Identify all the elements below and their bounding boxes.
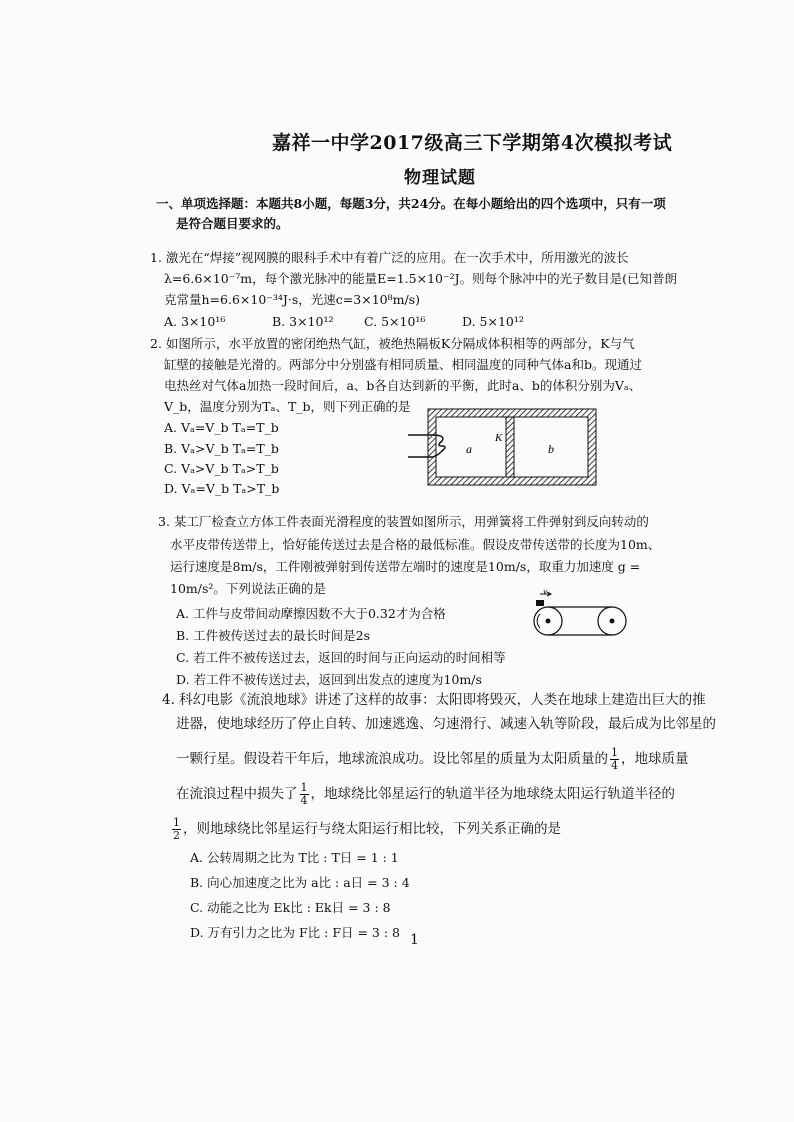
q3-option-d: D. 若工件不被传送过去，返回到出发点的速度为10m/s [176, 672, 482, 687]
q2-line4: V_b，温度分别为Tₐ、T_b，则下列正确的是 [164, 399, 411, 414]
q3-line3: 运行速度是8m/s，工件刚被弹射到传送带左端时的速度是10m/s，取重力加速度 g = [170, 559, 641, 574]
fraction-one-quarter-2: $\frac{1}{4}$ [300, 781, 308, 807]
section-heading-line1: 一、单项选择题：本题共8小题，每题3分，共24分。在每小题给出的四个选项中，只有一项 [156, 196, 666, 211]
q4-option-b: B. 向心加速度之比为 a比 : a日 = 3 : 4 [190, 875, 410, 890]
q4-line5-post: ，则地球绕比邻星运行与绕太阳运行相比较，下列关系正确的是 [183, 821, 561, 837]
q4-line2: 进器，使地球经历了停止自转、加速逃逸、匀速滑行、减速入轨等阶段，最后成为比邻星的 [176, 716, 716, 732]
q1-line3: 克常量h=6.6×10⁻³⁴J·s，光速c=3×10⁸m/s) [164, 292, 420, 307]
q3-line2: 水平皮带传送带上，恰好能传送过去是合格的最低标准。假设皮带传送带的长度为10m、 [170, 537, 661, 552]
q4-line3 [176, 747, 689, 772]
fraction-one-half: $\frac{1}{2}$ [173, 816, 180, 842]
q1-line2: λ=6.6×10⁻⁷m，每个激光脉冲的能量E=1.5×10⁻²J。则每个脉冲中的光子数目是(已知普朗 [164, 271, 677, 286]
q4-line5 [170, 817, 561, 842]
q1-line1: 1. 激光在“焊接”视网膜的眼科手术中有着广泛的应用。在一次手术中，所用激光的波长 [150, 250, 629, 265]
q4-line1: 4. 科幻电影《流浪地球》讲述了这样的故事：太阳即将毁灭，人类在地球上建造出巨大的推 [162, 692, 706, 708]
q4-line3-pre: 一颗行星。假设若干年后，地球流浪成功。设比邻星的质量为太阳质量的 [176, 751, 608, 767]
q4-line4-pre: 在流浪过程中损失了 [176, 786, 298, 802]
cylinder-figure [400, 405, 600, 487]
conveyor-figure [520, 590, 630, 640]
q3-option-b: B. 工件被传送过去的最长时间是2s [176, 628, 371, 643]
exam-subtitle: 物理试题 [404, 168, 476, 188]
q1-option-a: A. 3×10¹⁶ [164, 314, 226, 329]
q2-option-c: C. Vₐ>V_b Tₐ>T_b [164, 461, 279, 476]
q3-option-a: A. 工件与皮带间动摩擦因数不大于0.32才为合格 [176, 606, 446, 621]
label-a: a [466, 442, 472, 456]
label-k: K [495, 432, 503, 444]
q4-line3-post: ，地球质量 [621, 751, 689, 767]
q3-option-c: C. 若工件不被传送过去，返回的时间与正向运动的时间相等 [176, 650, 506, 665]
q3-line4: 10m/s²。下列说法正确的是 [170, 581, 326, 596]
partition-k [506, 417, 514, 477]
q1-option-b: B. 3×10¹² [272, 314, 334, 329]
velocity-label: v [543, 590, 547, 596]
page-number: 1 [410, 932, 419, 948]
q1-option-d: D. 5×10¹² [462, 314, 524, 329]
q2-option-a: A. Vₐ=V_b Tₐ=T_b [164, 420, 279, 435]
q2-line1: 2. 如图所示，水平放置的密闭绝热气缸，被绝热隔板K分隔成体积相等的两部分，K与气 [150, 336, 635, 351]
q4-option-a: A. 公转周期之比为 T比 : T日 = 1 : 1 [190, 850, 399, 865]
q4-line4 [176, 782, 675, 807]
q4-option-c: C. 动能之比为 Ek比 : Ek日 = 3 : 8 [190, 900, 391, 915]
label-b: b [548, 442, 554, 456]
q2-line3: 电热丝对气体a加热一段时间后，a、b各自达到新的平衡，此时a、b的体积分别为Vₐ、 [164, 378, 642, 393]
q2-line2: 缸壁的接触是光滑的。两部分中分别盛有相同质量、相同温度的同种气体a和b。现通过 [164, 357, 642, 372]
q2-option-b: B. Vₐ>V_b Tₐ=T_b [164, 441, 279, 456]
workpiece [536, 600, 544, 606]
exam-title: 嘉祥一中学2017级高三下学期第4次模拟考试 [272, 132, 673, 154]
fraction-one-quarter: $\frac{1}{4}$ [611, 746, 618, 772]
q2-option-d: D. Vₐ=V_b Tₐ>T_b [164, 481, 280, 496]
section-heading-line2: 是符合题目要求的。 [176, 216, 289, 231]
q3-line1: 3. 某工厂检查立方体工件表面光滑程度的装置如图所示，用弹簧将工件弹射到反向转动的 [158, 514, 649, 529]
q4-option-d: D. 万有引力之比为 F比 : F日 = 3 : 8 [190, 925, 400, 940]
q1-option-c: C. 5×10¹⁶ [364, 314, 426, 329]
q4-line4-post: ，地球绕比邻星运行的轨道半径为地球绕太阳运行轨道半径的 [310, 786, 675, 802]
